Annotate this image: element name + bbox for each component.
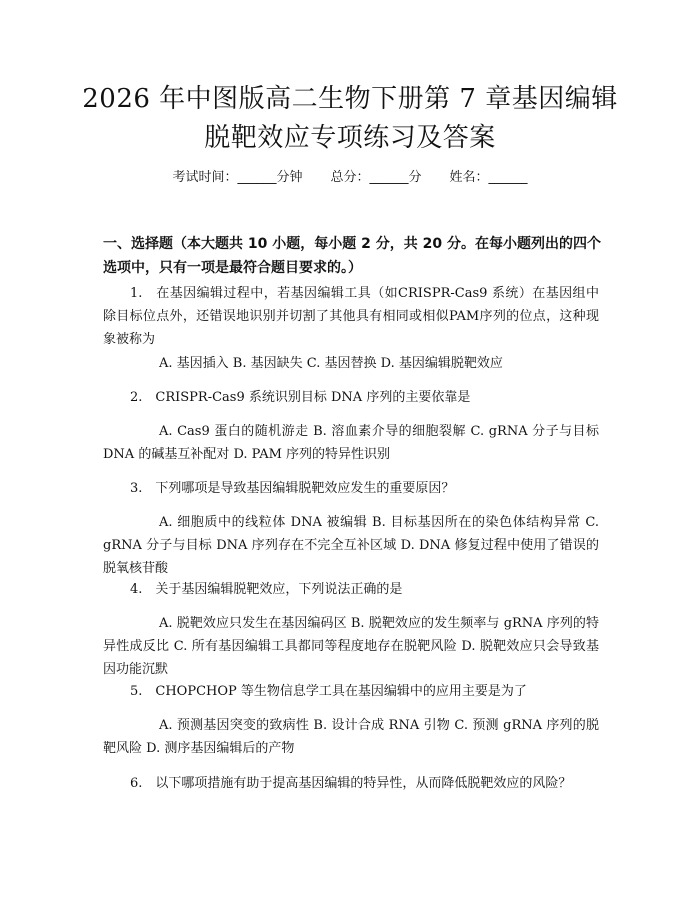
question-4-options: A. 脱靶效应只发生在基因编码区 B. 脱靶效应的发生频率与 gRNA 序列的特异性成反比 C. 所有基因编辑工具都同等程度地存在脱靶风险 D. 脱靶效应只会导致基因功能沉默 (103, 616, 599, 677)
exam-time-unit: 分钟 (276, 170, 303, 185)
question-6-stem: 6. 以下哪项措施有助于提高基因编辑的特异性，从而降低脱靶效应的风险？ (130, 776, 572, 791)
document-title-line-2: 脱靶效应专项练习及答案 (204, 123, 496, 153)
total-score-unit: 分 (408, 170, 422, 185)
section-heading-multiple-choice: 一、选择题（本大题共 10 小题，每小题 2 分，共 20 分。在每小题列出的四个选项中，只有一项是最符合题目要求的。） (103, 236, 601, 276)
question-3-stem: 3. 下列哪项是导致基因编辑脱靶效应发生的重要原因？ (130, 481, 455, 496)
exam-time-blank: ______ (237, 170, 277, 185)
document-title-line-1: 2026 年中图版高二生物下册第 7 章基因编辑 (82, 84, 618, 114)
question-2-stem: 2. CRISPR-Cas9 系统识别目标 DNA 序列的主要依靠是 (130, 390, 471, 405)
question-1-stem: 1. 在基因编辑过程中，若基因编辑工具（如CRISPR-Cas9 系统）在基因组中除目标位点外，还错误地识别并切割了其他具有相同或相似PAM序列的位点，这种现象被称为 (103, 286, 599, 347)
question-3-options: A. 细胞质中的线粒体 DNA 被编辑 B. 目标基因所在的染色体结构异常 C. gRNA 分子与目标 DNA 序列存在不完全互补区域 D. DNA 修复过程中使用了错误的脱氧核苷酸 (103, 515, 599, 576)
total-score-label: 总分： (330, 170, 370, 185)
student-name-label: 姓名： (449, 170, 489, 185)
question-5-stem: 5. CHOPCHOP 等生物信息学工具在基因编辑中的应用主要是为了 (130, 684, 527, 699)
question-2-options: A. Cas9 蛋白的随机游走 B. 溶血素介导的细胞裂解 C. gRNA 分子与目标 DNA 的碱基互补配对 D. PAM 序列的特异性识别 (103, 424, 599, 462)
question-4-stem: 4. 关于基因编辑脱靶效应，下列说法正确的是 (130, 582, 403, 597)
total-score-blank: ______ (369, 170, 409, 185)
exam-time-label: 考试时间： (172, 170, 238, 185)
question-5-options: A. 预测基因突变的致病性 B. 设计合成 RNA 引物 C. 预测 gRNA 序列的脱靶风险 D. 测序基因编辑后的产物 (103, 718, 599, 756)
exam-info-line (0, 168, 700, 188)
question-1-options: A. 基因插入 B. 基因缺失 C. 基因替换 D. 基因编辑脱靶效应 (159, 356, 503, 371)
student-name-blank: ______ (488, 170, 528, 185)
